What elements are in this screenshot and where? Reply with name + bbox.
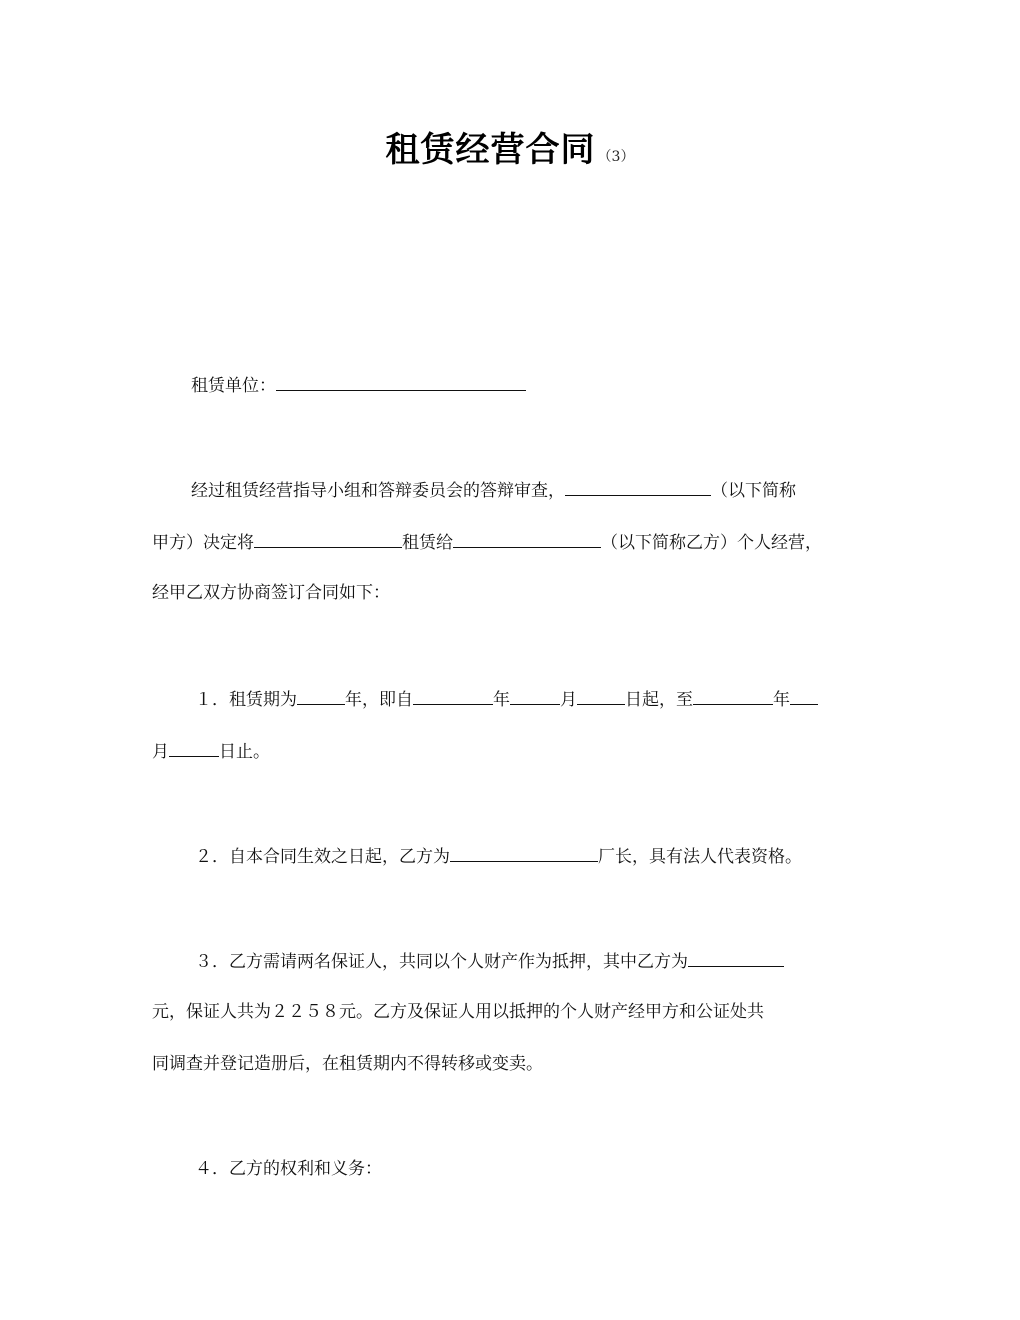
clause2-text-b: 厂长，具有法人代表资格。: [598, 847, 802, 867]
clause3-line3: [152, 1052, 543, 1076]
clause4-number: ４．: [195, 1159, 229, 1179]
clause3-line2: [152, 1000, 764, 1024]
director-name-blank[interactable]: [450, 843, 598, 862]
clause1-line2: [152, 738, 270, 764]
clause1-text-d: 月: [560, 690, 577, 710]
para1-line1: [191, 477, 796, 503]
clause1-line1: [195, 686, 818, 712]
clause2-line1: [195, 843, 802, 869]
para1-text-b: （以下简称: [711, 481, 796, 501]
party-b-blank[interactable]: [453, 529, 601, 548]
unit-line: [191, 372, 526, 398]
leased-unit-blank[interactable]: [254, 529, 402, 548]
document-title: 租赁经营合同: [385, 130, 596, 170]
clause3-text-b: 元，保证人共为２２５８元。乙方及保证人用以抵押的个人财产经甲方和公证处共: [152, 1002, 764, 1022]
start-month-blank[interactable]: [510, 686, 560, 705]
clause2-text-a: 自本合同生效之日起，乙方为: [229, 847, 450, 867]
title-block: [0, 122, 1020, 171]
para1-line3: [152, 581, 390, 605]
para1-text-e: （以下简称乙方）个人经营，: [601, 533, 822, 553]
unit-blank[interactable]: [276, 372, 526, 391]
pledge-amount-blank[interactable]: [688, 948, 784, 967]
para1-text-d: 租赁给: [402, 533, 453, 553]
clause4-text-a: 乙方的权利和义务：: [229, 1159, 382, 1179]
end-month-blank-part[interactable]: [790, 686, 818, 705]
title-suffix: （3）: [597, 149, 635, 165]
clause1-text-e: 日起，至: [625, 690, 693, 710]
term-years-blank[interactable]: [297, 686, 345, 705]
clause1-text-f: 年: [773, 690, 790, 710]
para1-text-a: 经过租赁经营指导小组和答辩委员会的答辩审查，: [191, 481, 565, 501]
para1-text-c: 甲方）决定将: [152, 533, 254, 553]
start-day-blank[interactable]: [577, 686, 625, 705]
para1-line2: [152, 529, 822, 555]
clause3-number: ３．: [195, 952, 229, 972]
clause1-text-c: 年: [493, 690, 510, 710]
clause3-text-a: 乙方需请两名保证人，共同以个人财产作为抵押，其中乙方为: [229, 952, 688, 972]
unit-label: 租赁单位：: [191, 376, 276, 396]
clause1-text-g: 月: [152, 742, 169, 762]
start-year-blank[interactable]: [413, 686, 493, 705]
clause4-line1: [195, 1157, 382, 1181]
para1-text-f: 经甲乙双方协商签订合同如下：: [152, 583, 390, 603]
clause3-text-c: 同调查并登记造册后，在租赁期内不得转移或变卖。: [152, 1054, 543, 1074]
clause1-text-h: 日止。: [219, 742, 270, 762]
end-year-blank[interactable]: [693, 686, 773, 705]
clause1-number: １．: [195, 690, 229, 710]
clause2-number: ２．: [195, 847, 229, 867]
end-day-blank[interactable]: [169, 738, 219, 757]
clause1-text-a: 租赁期为: [229, 690, 297, 710]
clause3-line1: [195, 948, 784, 974]
clause1-text-b: 年，即自: [345, 690, 413, 710]
party-a-blank[interactable]: [565, 477, 711, 496]
